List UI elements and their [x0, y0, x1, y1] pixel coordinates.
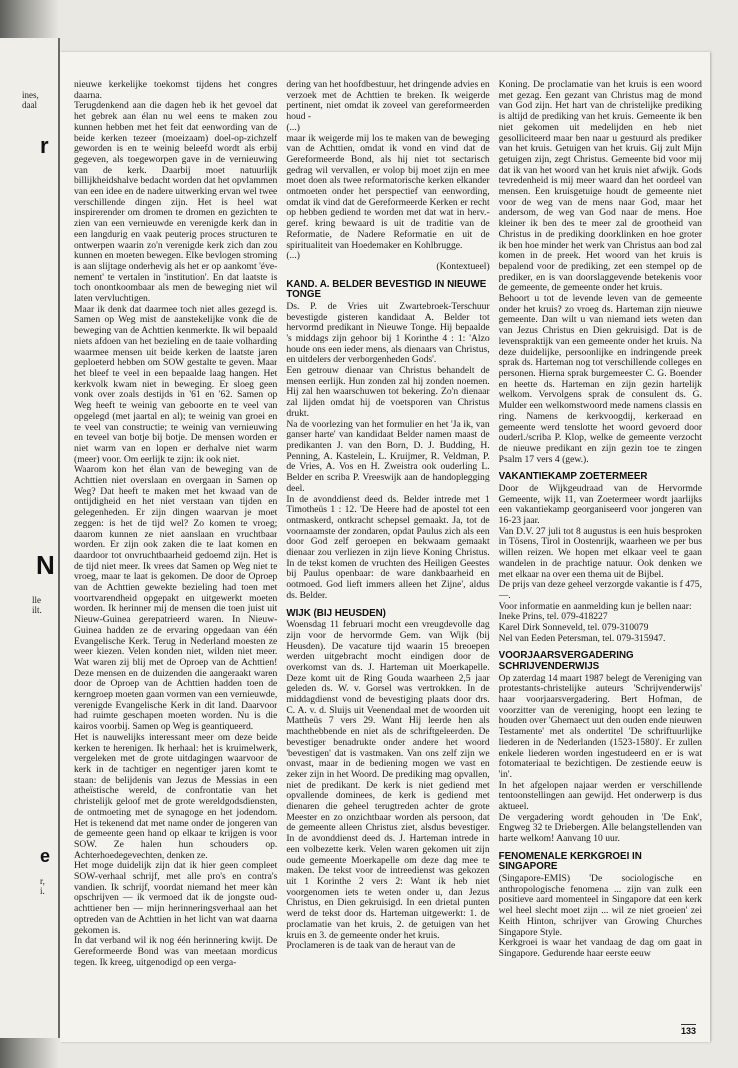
paragraph: (...) — [286, 121, 300, 133]
page-number: 133 — [680, 1026, 696, 1036]
prev-page-fragment: i. — [40, 886, 45, 896]
prev-page-letter: N — [36, 550, 55, 580]
prev-page-fragment: ilt. — [32, 605, 42, 615]
prev-page-fragment: ines, — [22, 90, 39, 100]
paragraph: Maar ik denk dat daarmee toch niet alles gezegd is. Samen op Weg mist de aanstekelijke vonk die de beweging van de Achttien kenmerkte. Ik wil bepaald niets afdoen van het bezieling en de taaie volharding waarmee mensen uit beide kerken de laatste jaren geploeterd hebben om SOW gestalte te geven. Maar het bleef te veel in een bepaalde laag hangen. Het kerkvolk kwam niet in beweging. Er sloeg geen vonk over zoals destijds in '61 en '62. Samen op Weg heeft te weinig van geboorte en te veel van opgelegd (met jaartal en al); te weinig van groei en te veel van constructie; te weinig van vernieuwing en teveel van botje bij botje. De mensen worden er niet warm van en lopen er derhalve niet warm (meer) voor. Om eerlijk te zijn: ik ook niet. — [74, 303, 278, 465]
paragraph: Het moge duidelijk zijn dat ik hier geen compleet SOW-verhaal schrijf, met alle pro's en contra's vandien. Ik schrijf, voordat niemand het meer kàn opschrijven — ik vermoed dat ik de jongste oud-achttiener ben — mijn herinneringsverhaal aan het optreden van de Achttien in het licht van wat daarna gekomen is. — [74, 860, 278, 936]
paragraph: Door de Wijkgeudraad van de Hervormde Gemeente, wijk 11, van Zoetermeer wordt jaarlijks een vakantiekamp georganiseerd voor jongeren van 16-23 jaar. — [498, 482, 702, 527]
paragraph: In de avonddienst deed ds. Belder intrede met 1 Timotheüs 1 : 12. 'De Heere had de apostel tot een ontmaskerd, ontkracht schepsel gemaakt. Ja, tot de voornaamste der zondaren, opdat Paulus zich als een door God zelf geroepen en bekwaam gemaakt dienaar zou verliezen in zijn lieve Koning Christus. In de tekst komen de vruchten des Heiligen Geestes bij Paulus openbaar: de ware dankbaarheid en ootmoed. God lieft immers alleen het Zijne', aldus ds. Belder. — [286, 493, 490, 601]
prev-page-fragment: lle — [32, 595, 41, 605]
column-3 — [499, 80, 702, 1030]
paragraph: Na de voorlezing van het formulier en het 'Ja ik, van ganser harte' van kandidaat Belder namen maast de predikanten J. van den Born, D. J. Budding, H. Penning, A. Kastelein, L. Kruijmer, R. Veldman, P. de Vries, A. Vos en H. Zweistra ook ouderling L. Belder en scriba P. Vreeswijk aan de handoplegging deel. — [286, 418, 490, 494]
paragraph: De prijs van deze geheel verzorgde vakantie is f 475,—. — [498, 579, 702, 601]
paragraph: Op zaterdag 14 maart 1987 belegt de Vereniging van protestants-christelijke auteurs 'Schrijvenderwijs' haar voorjaarsvergadering. Bert Hofman, de voorzitter van de vereniging, hoopt een lezing te houden over 'Ghemaect uut den ouden ende nieuwen Testamente' met als ondertitel 'De schriftuurlijke liederen in de Nederlanden (1523-1580)'. Er zullen enkele liederen worden ingestudeerd en er is wat fotomateriaal te bezichtigen. De zestiende eeuw is 'in'. — [498, 672, 702, 780]
paragraph: Het is nauwelijks interessant meer om deze beide kerken te herenigen. Ik herhaal: het is kruimelwerk, vergeleken met de grote uitdagingen waarvoor de kerk in de tachtiger en negentiger jaren komt te staan: de belijdenis van Jezus de Messias in een atheïstische wereld, de confrontatie van het christelijk geloof met de grote wereldgodsdiensten, de ontmoeting met de synagoge en het jodendom. Het is tekenend dat met name onder de jongeren van de gemeente geen hand op elkaar te krijgen is voor SOW. Ze halen hun schouders op. Achterhoedegevechten, denken ze. — [74, 731, 278, 861]
column-2 — [286, 80, 489, 1030]
article-columns — [74, 80, 702, 1030]
paragraph: Ds. P. de Vries uit Zwartebroek-Terschuur bevestigde gisteren kandidaat A. Belder tot hervormd predikant in Nieuwe Tonge. Hij bepaalde 's middags zijn gehoor bij 1 Korinthe 4 : 1: 'Alzo houde ons een ieder mens, als dienaars van Christus, en uitdelers der verborgenheden Gods'. — [286, 300, 490, 366]
article-heading: VOORJAARSVERGADERING SCHRIJVENDERWIJS — [498, 650, 634, 673]
prev-page-fragment: daal — [22, 100, 37, 110]
paragraph: Een getrouw dienaar van Christus behandelt de mensen eerlijk. Hun zonden zal hij zonden noemen. Hij zal hen waarschuwen tot bekering. Zo'n dienaar zal lijden omdat hij de voetsporen van Christus drukt. — [286, 365, 490, 419]
prev-page-letter: r — [40, 133, 49, 158]
article-heading: WIJK (BIJ HEUSDEN) — [286, 607, 386, 619]
contact-line: Nel van Eeden Petersman, tel. 079-315947. — [498, 632, 666, 644]
paragraph: (...) — [286, 250, 300, 262]
contact-line: Ineke Prins, tel. 079-418227 — [498, 611, 608, 623]
article-heading: VAKANTIEKAMP ZOETERMEER — [498, 471, 648, 483]
paragraph: (Singapore-EMIS) 'De sociologische en anthropologische fenomena ... zijn van zulk een positieve aard momenteel in Singapore dat een kerk wel heel slecht moet zijn ... wil ze niet groeien' zei Keith Hinton, schrijver van Growing Churches Singapore Style. — [498, 873, 702, 938]
paragraph: Terugdenkend aan die dagen heb ik het gevoel dat het gebrek aan élan nu wel eens te maken zou kunnen hebben met het feit dat eenwording van de beide kerken tezeer (moeizaam) doel-op-zichzelf geworden is en te weinig beleefd wordt als erbij gegeven, als toegeworpen gave in de vernieuwing van de kerk. Daarbij moet natuurlijk billijkheidshalve bedacht worden dat het opvlammen van een idee en de nadere uitwerking ervan wel twee verschillende dingen zijn. Het is heel wat inspirerender om dromen te dromen en gezichten te zien van een vernieuwde en verenigde kerk dan in een langdurig en vaak peuterig proces structuren te ontwerpen waarin zo'n verenigde kerk zich dan zou kunnen en moeten bewegen. Elke bevlogen stroming is aan slijtage onderhevig als het er op aankomt 'éve-nement' te vertalen in 'institution'. En dat laatste is toch onontkoombaar als men de beweging niet wil laten vervluchtigen. — [74, 100, 278, 305]
paragraph: In dat verband wil ik nog één herinnering kwijt. De Gereformeerde Bond was van meetaan mordicus tegen. Ik kreeg, uitgenodigd op een verga- — [74, 935, 278, 968]
article-heading: KAND. A. BELDER BEVESTIGD IN NIEUWE TONGE — [286, 278, 487, 301]
paragraph: Behoort u tot de levende leven van de gemeente onder het kruis? zo vroeg ds. Harteman zijn nieuwe gemeente. Dan wilt u van niemand iets weten dan van Jezus Christus en Dien gekruisigd. Dat is de levenspraktijk van een gemeente onder het kruis. Na deze duidelijke, persoonlijke en indringende preek sprak ds. Harteman nog tot verschillende colleges en personen. Hierna sprak burgemeester C. G. Boender en heette ds. Harteman en zijn gezin hartelijk welkom. Vervolgens sprak de consulent ds. G. Mulder een welkomstwoord mede namens classis en ring. Namens de kerkvoogdij, kerkeraad en gemeente werd tenslotte het woord gevoerd door ouderl./scriba P. Klop, welke de gemeente verzocht de nieuwe predikant en zijn gezin toe te zingen Psalm 17 vers 4 (gew.). — [498, 293, 702, 465]
paragraph: maar ik weigerde mij los te maken van de beweging van de Achttien, omdat ik vond en vind dat de Gereformeerde Bond, als hij niet tot sectarisch gedrag wil vervallen, er volop bij moet zijn en mee moet doen als twee reformatorische kerken elkander ontmoeten onder het perspectief van eenwording, omdat ik vind dat de Gereformeerde Kerken er recht op hebben gediend te worden met dat wat in herv.-geref. kring bewaard is uit de traditie van de Reformatie, de Nadere Reformatie en uit de spiritualiteit van Hoedemaker en Kohlbrugge. — [286, 132, 490, 251]
paragraph: In het afgelopen najaar werden er verschillende tentoonstellingen aan gewijd. Het onderwerp is dus aktueel. — [498, 779, 702, 813]
article-heading: FENOMENALE KERKGROEI IN SINGAPORE — [498, 850, 642, 873]
previous-page-edge — [0, 38, 60, 1038]
column-1 — [74, 80, 277, 1030]
contact-line: Karel Dirk Sonneveld, tel. 079-310079 — [498, 622, 649, 634]
paragraph: Van D.V. 27 juli tot 8 augustus is een huis besproken in Tösens, Tirol in Oostenrijk, waarheen we per bus willen reizen. We hopen met elkaar veel te gaan wandelen in de prachtige natuur. Ook denken we met elkaar na over een thema uit de Bijbel. — [498, 525, 702, 580]
paragraph: Koning. De proclamatie van het kruis is een woord met gezag. Een gezant van Christus mag de mond van God zijn. Het hart van de christelijke prediking is altijd de prediking van het kruis. Gemeente ik ben niet gekomen uit medelijden en heb niet gesolliciteerd maar ben naar u gestuurd als prediker van het kruis. Getuigen van het kruis. Gij zult Mijn getuigen zijn, zegt Christus. Gemeente bid voor mij dat ik van het woord van het kruis niet afwijk. Gods tevredenheid is mij meer waard dan het oordeel van mensen. Een kruisgetuige houdt de gemeente niet voor de weg van de mens naar God, maar het andersom, de weg van God naar de mens. Hoe kleiner ik ben des te meer zal de grootheid van Christus in de prediking doorklinken en hoe groter ik ben hoe minder het werk van Christus aan bod zal komen in de preek. Het woord van het kruis is bepalend voor de prediking, zet een stempel op de prediker, en is van doorslaggevende betekenis voor de gemeente, de gemeente onder het kruis. — [498, 80, 702, 294]
paragraph: nieuwe kerkelijke toekomst tijdens het congres daarna. — [74, 80, 278, 101]
paragraph: Waarom kon het élan van de beweging van de Achttien niet overslaan en overgaan in Samen op Weg? Dat heeft te maken met het kwaad van de ontijdigheid en het niet verstaan van tijden en gelegenheden. Er zijn dingen waarvan je moet zeggen: is het de tijd wel? Zo komen te vroeg; daarom kunnen ze niet aanslaan en vruchtbaar worden. Er zijn ook zaken die te laat komen en daardoor tot onvruchtbaarheid gedoemd zijn. Het is de tijd niet meer. Ik vrees dat Samen op Weg niet te vroeg, maar te laat is gekomen. De door de Oproep van de Achttien gewekte bezieling had toen met voortvarendheid opgepakt en uitgewerkt moeten worden. Ik herinner mij de mensen die toen juist uit Nieuw-Guinea gerepatrieerd waren. In Nieuw-Guinea hadden ze de ervaring opgedaan van één Evangelische Kerk. Terug in Nederland moesten ze weer kiezen. Velen konden niet, wilden niet meer. Wat waren zij blij met de Oproep van de Achttien! Deze mensen en de duizenden die aangeraakt waren door de Oproep van de Achttien hadden toen de kerngroep moeten gaan vormen van een vernieuwde, verenigde Evangelische Kerk in dit land. Daarvoor had ruimte geschapen moeten worden. Nu is die kairos voorbij. Samen op Weg is geantiqueerd. — [74, 464, 278, 733]
paragraph: De vergadering wordt gehouden in 'De Enk', Engweg 32 te Driebergen. Alle belangstellenden van harte welkom! Aanvang 10 uur. — [498, 811, 702, 845]
paragraph: Proclameren is de taak van de heraut van de — [286, 940, 456, 952]
prev-page-fragment: r, — [40, 876, 45, 886]
paragraph: Voor informatie en aanmelding kun je bellen naar: — [498, 600, 692, 612]
paragraph: Woensdag 11 februari mocht een vreugdevolle dag zijn voor de hervormde Gem. van Wijk (bij Heusden). De vacature tijd waarin 15 breoepen werden uitgebracht mocht eindigen door de overkomst van ds. J. Harteman uit Moerkapelle. Deze komt uit de Ring Gouda waarheen 2,5 jaar geleden ds. W. v. Gorsel was vertrokken. In de middagdienst vond de bevestiging plaats door drs. C. A. v. d. Sluijs uit Veenendaal met de woorden uit Mattheüs 7 vers 29. Want Hij leerde hen als machthebbende en niet als de schriftgeleerden. De bevestiger benadrukte onder andere het woord 'bevestigen' dat is vastmaken. Van ons zelf zijn we onvast, maar in de bediening mogen we vast en zeker zijn in het Woord. De prediking mag opvallen, niet de predikant. De kerk is niet gediend met opvallende dominees, de kerk is gediend met dienaren die geheel terugtreden achter de grote Meester en zo onzichtbaar worden als persoon, dat de gemeente alleen Christus ziet, alsdus bevestiger. In de avonddienst deed ds. J. Harteman intrede in een volbezette kerk. Velen waren gekomen uit zijn oude gemeente Moerkapelle om deze dag mee te maken. De tekst voor de intreedienst was gekozen uit 1 Korinthe 2 vers 2: Want ik heb niet voorgenomen iets te weten onder u, dan Jezus Christus, en Dien gekruisigd. In een drietal punten werd de tekst door ds. Harteman uitgewerkt: 1. de proclamatie van het kruis, 2. de getuigen van het kruis en 3. de gemeente onder het kruis. — [286, 619, 490, 941]
prev-page-letter: e — [40, 846, 51, 866]
paragraph: Kerkgroei is waar het vandaag de dag om gaat in Singapore. Gedurende haar eerste eeuw — [498, 937, 702, 959]
magazine-page — [60, 52, 710, 1042]
article-source: (Kontextueel) — [436, 260, 490, 272]
paragraph: dering van het hoofdbestuur, het dringende advies en verzoek met de Achttien te breken. Ik weigerde pertinent, niet omdat ik zoveel van gereformeerden houd - — [286, 80, 490, 123]
